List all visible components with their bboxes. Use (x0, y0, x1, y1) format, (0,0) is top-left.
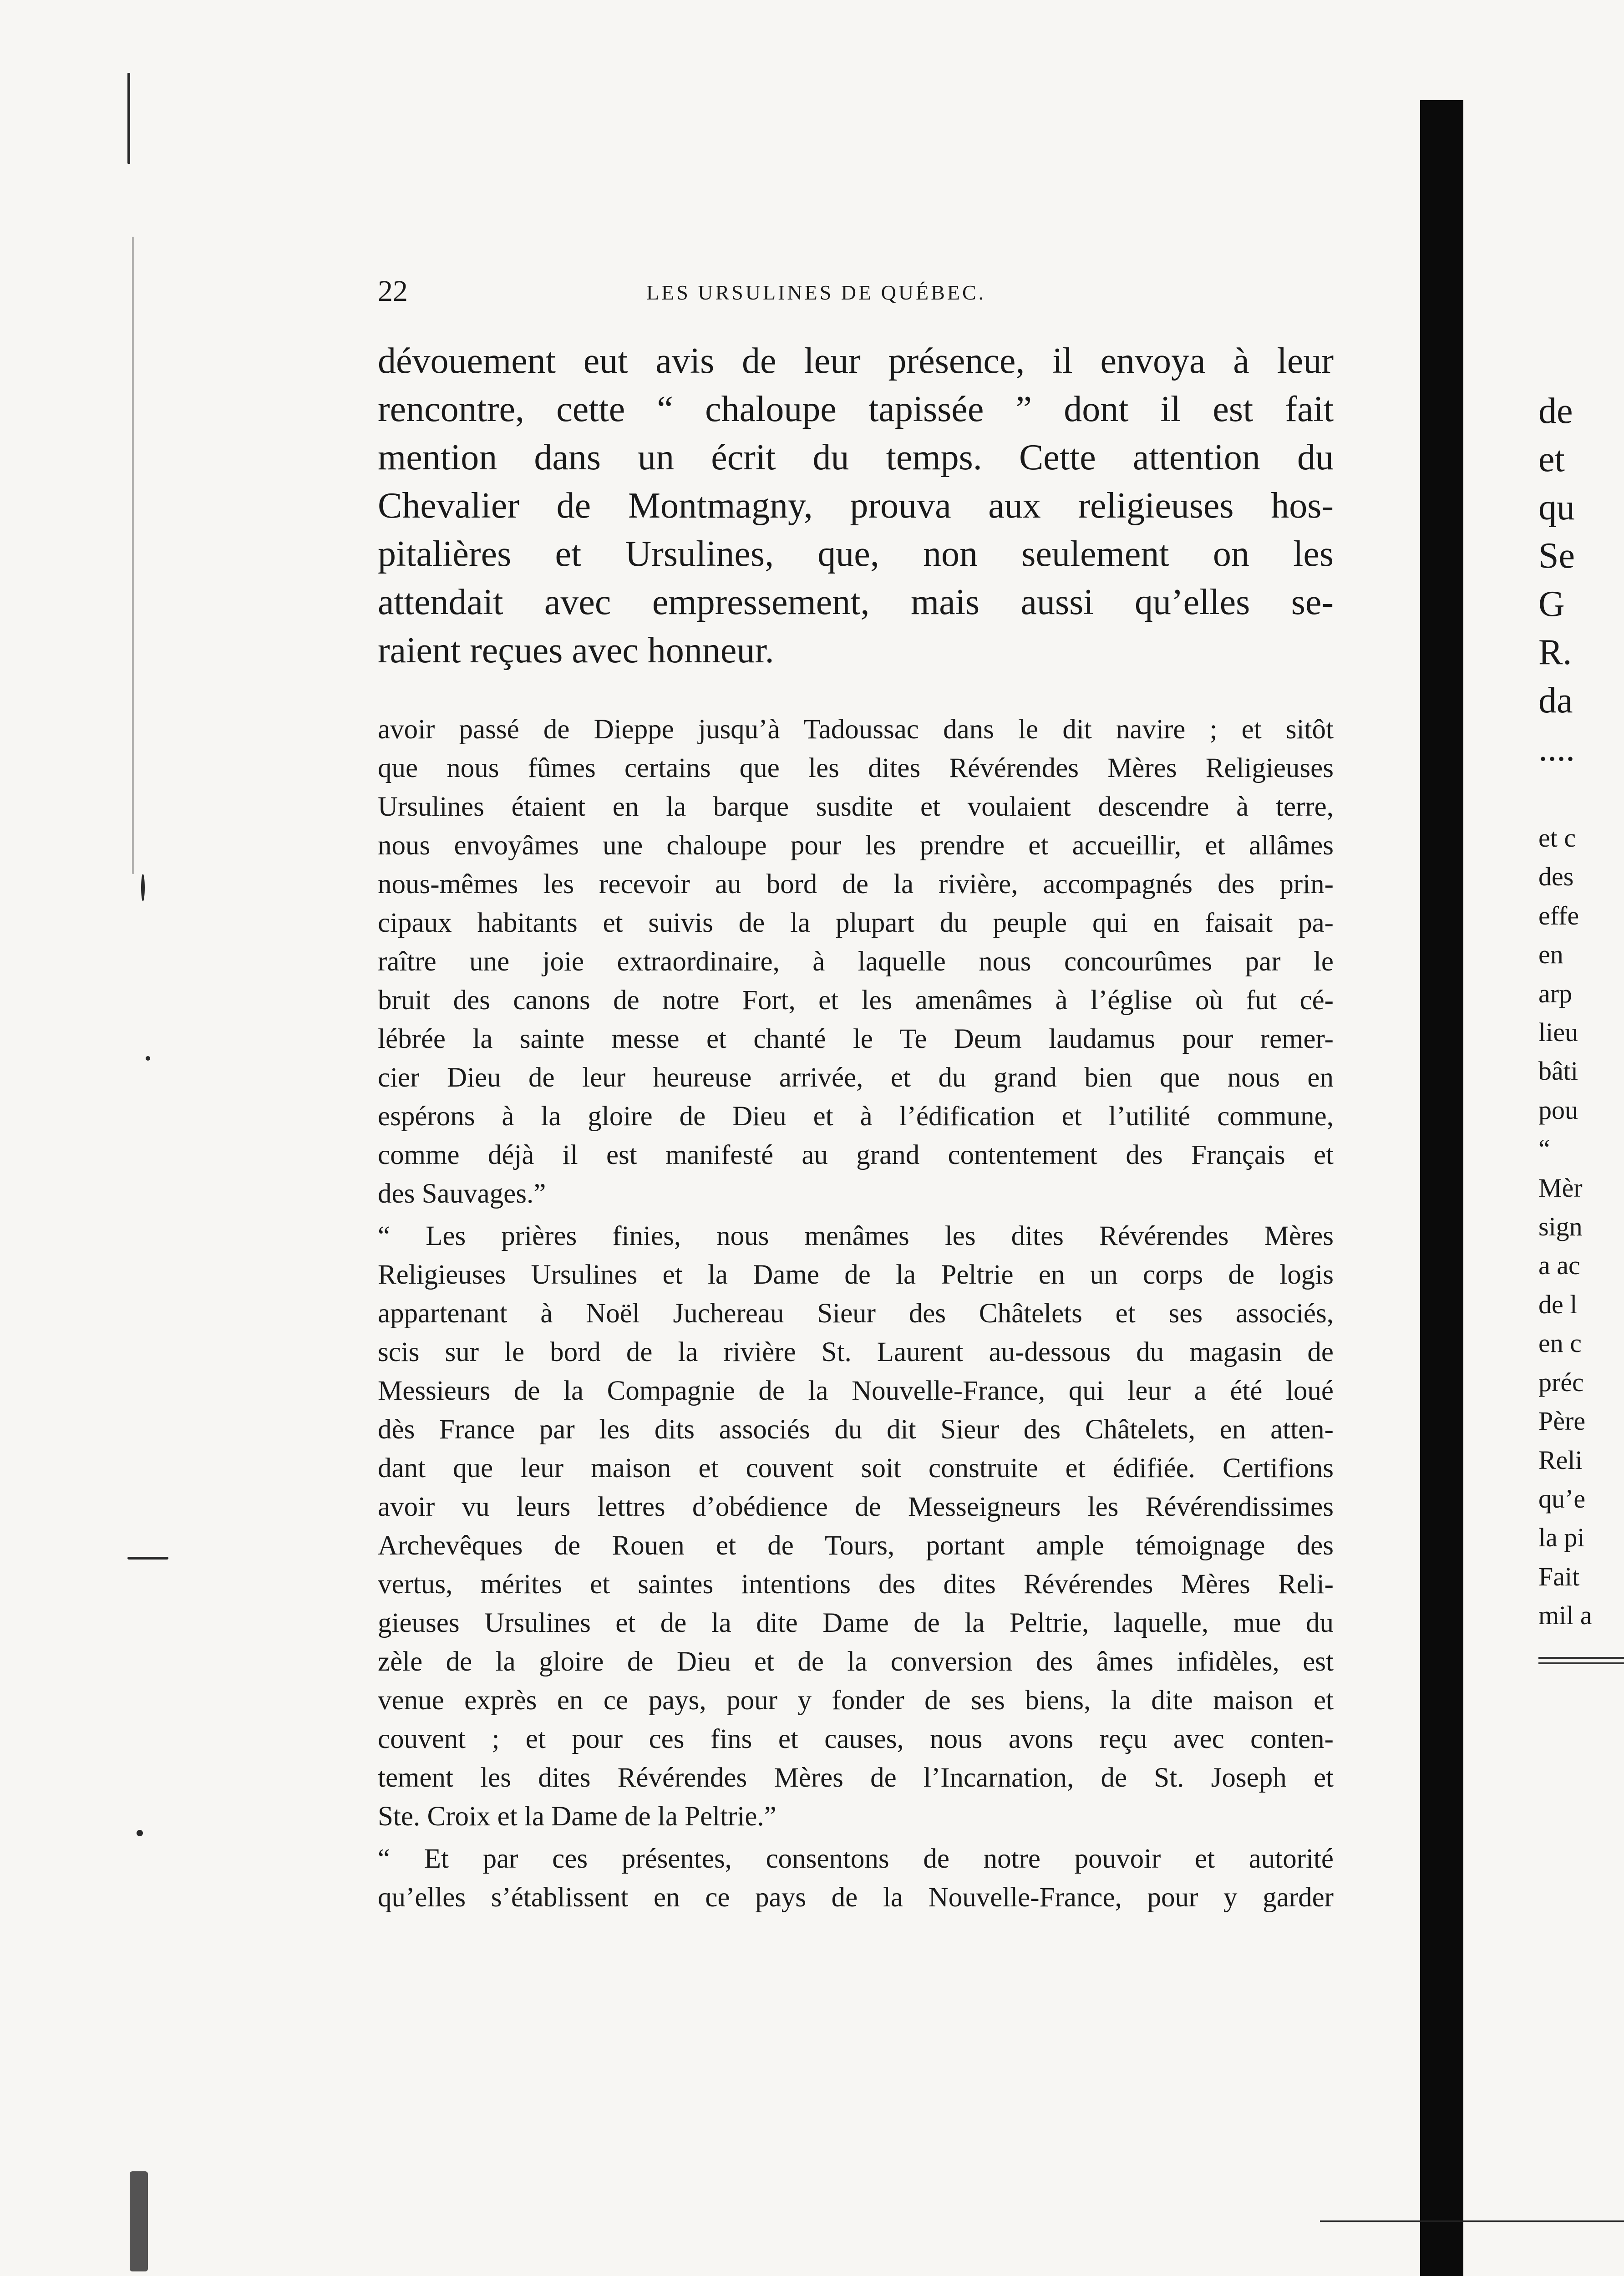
quote-line: bruit des canons de notre Fort, et les amenâmes à l’église où fut cé- (378, 985, 1334, 1016)
quote-line: Messieurs de la Compagnie de la Nouvelle-France, qui leur a été loué (378, 1376, 1334, 1406)
quote-line: nous envoyâmes une chaloupe pour les prendre et accueillir, et allâmes (378, 830, 1334, 861)
quote-line: scis sur le bord de la rivière St. Laurent au-dessous du magasin de (378, 1337, 1334, 1367)
fragment-line: en (1538, 940, 1563, 970)
lead-paragraph (378, 337, 1334, 675)
facing-page-fragment (1538, 387, 1624, 1635)
quote-line: avoir vu leurs lettres d’obédience de Messeigneurs les Révérendissimes (378, 1492, 1334, 1522)
fragment-line: bâti (1538, 1056, 1578, 1086)
margin-speck (127, 1557, 168, 1560)
margin-speck (127, 73, 130, 164)
fragment-line: R. (1538, 632, 1572, 672)
quote-line: lébrée la sainte messe et chanté le Te Deum laudamus pour remer- (378, 1024, 1334, 1054)
quote-line: vertus, mérites et saintes intentions des dites Révérendes Mères Reli- (378, 1569, 1334, 1600)
fragment-line: .... (1538, 729, 1575, 769)
quote-line: cipaux habitants et suivis de la plupart du peuple qui en faisait pa- (378, 908, 1334, 938)
left-margin-scan-artifacts (109, 55, 182, 2276)
quote-line: des Sauvages.” (378, 1179, 546, 1209)
fragment-line: et (1538, 439, 1565, 479)
quote-line: dès France par les dits associés du dit Sieur des Châtelets, en atten- (378, 1414, 1334, 1445)
fragment-line: qu’e (1538, 1483, 1586, 1514)
fragment-line: effe (1538, 900, 1579, 930)
margin-speck (146, 1056, 150, 1061)
quote-line: couvent ; et pour ces fins et causes, nous avons reçu avec conten- (378, 1724, 1334, 1754)
quote-line: Religieuses Ursulines et la Dame de la Peltrie en un corps de logis (378, 1260, 1334, 1290)
text-line: attendait avec empressement, mais aussi qu’elles se- (378, 582, 1334, 622)
fragment-line: qu (1538, 488, 1575, 528)
quote-line: zèle de la gloire de Dieu et de la conversion des âmes infidèles, est (378, 1646, 1334, 1677)
fragment-line: et c (1538, 823, 1576, 853)
quote-line: tement les dites Révérendes Mères de l’Incarnation, de St. Joseph et (378, 1763, 1334, 1793)
fragment-line: pou (1538, 1095, 1578, 1125)
margin-speck (132, 237, 134, 874)
fragment-line: Fait (1538, 1561, 1580, 1591)
fragment-line: G (1538, 584, 1565, 624)
text-line: pitalières et Ursulines, que, non seulement on les (378, 534, 1334, 574)
page-number: 22 (378, 274, 408, 308)
fragment-line: en c (1538, 1328, 1582, 1358)
quote-line: comme déjà il est manifesté au grand contentement des Français et (378, 1140, 1334, 1170)
quote-line: gieuses Ursulines et de la dite Dame de la Peltrie, laquelle, mue du (378, 1608, 1334, 1638)
running-head (378, 273, 1334, 310)
fragment-line: sign (1538, 1212, 1583, 1242)
text-line: mention dans un écrit du temps. Cette attention du (378, 437, 1334, 478)
quoted-document (378, 710, 1334, 1917)
fragment-line: da (1538, 681, 1573, 721)
text-line: raient reçues avec honneur. (378, 630, 774, 671)
fragment-line: de l (1538, 1289, 1578, 1319)
text-line: rencontre, cette “ chaloupe tapissée ” dont il est fait (378, 389, 1334, 429)
margin-speck (137, 1830, 143, 1836)
fragment-line: mil a (1538, 1600, 1592, 1631)
quote-line: Ursulines étaient en la barque susdite et voulaient descendre à terre, (378, 792, 1334, 822)
fragment-rule (1538, 1657, 1624, 1659)
running-title: LES URSULINES DE QUÉBEC. (646, 281, 986, 304)
quote-line: dant que leur maison et couvent soit construite et édifiée. Certifions (378, 1453, 1334, 1483)
gutter-shadow-bar (1420, 100, 1463, 2276)
quote-line: nous-mêmes les recevoir au bord de la rivière, accompagnés des prin- (378, 869, 1334, 899)
quote-line: Ste. Croix et la Dame de la Peltrie.” (378, 1801, 776, 1832)
fragment-gap (1538, 773, 1624, 818)
fragment-line: Reli (1538, 1445, 1583, 1475)
fragment-line: arp (1538, 978, 1573, 1008)
fragment-line: Se (1538, 536, 1575, 576)
margin-speck (130, 2171, 148, 2271)
text-line: dévouement eut avis de leur présence, il envoya à leur (378, 341, 1334, 381)
fragment-line: la pi (1538, 1523, 1585, 1553)
fragment-line: “ (1538, 1134, 1550, 1164)
margin-speck (141, 874, 145, 901)
quote-line: venue exprès en ce pays, pour y fonder de ses biens, la dite maison et (378, 1685, 1334, 1716)
quote-line: que nous fûmes certains que les dites Révérendes Mères Religieuses (378, 753, 1334, 783)
fragment-rule (1538, 1662, 1624, 1664)
text-line: Chevalier de Montmagny, prouva aux religieuses hos- (378, 486, 1334, 526)
fragment-line: Mèr (1538, 1173, 1583, 1203)
fragment-line: Père (1538, 1406, 1586, 1436)
fragment-line: préc (1538, 1367, 1584, 1397)
quote-line: avoir passé de Dieppe jusqu’à Tadoussac dans le dit navire ; et sitôt (378, 714, 1334, 745)
quote-line: raître une joie extraordinaire, à laquelle nous concourûmes par le (378, 946, 1334, 977)
fragment-line: lieu (1538, 1017, 1578, 1047)
quote-line: cier Dieu de leur heureuse arrivée, et du grand bien que nous en (378, 1062, 1334, 1093)
fragment-line: des (1538, 862, 1574, 892)
quote-line: Archevêques de Rouen et de Tours, portant ample témoignage des (378, 1530, 1334, 1561)
bottom-scan-rule (1320, 2220, 1624, 2222)
fragment-line: a ac (1538, 1250, 1580, 1280)
quote-line: qu’elles s’établissent en ce pays de la Nouvelle-France, pour y garder (378, 1882, 1334, 1913)
quote-line: appartenant à Noël Juchereau Sieur des Châtelets et ses associés, (378, 1298, 1334, 1329)
fragment-line: de (1538, 391, 1573, 431)
quote-line: “ Les prières finies, nous menâmes les dites Révérendes Mères (378, 1221, 1334, 1251)
quote-line: “ Et par ces présentes, consentons de notre pouvoir et autorité (378, 1844, 1334, 1874)
quote-line: espérons à la gloire de Dieu et à l’édification et l’utilité commune, (378, 1101, 1334, 1132)
